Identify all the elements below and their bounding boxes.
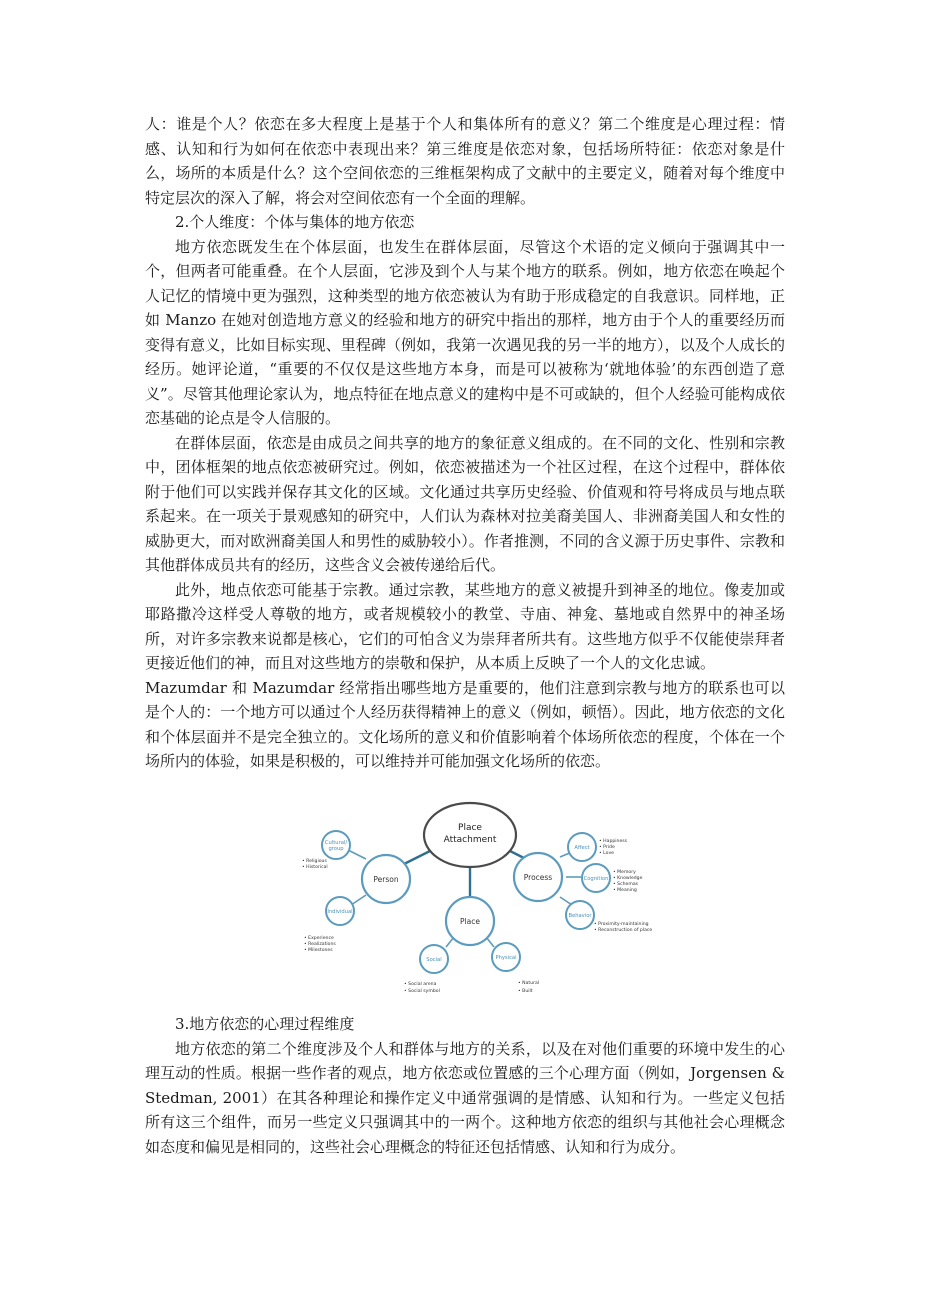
text-section-bottom (145, 1012, 785, 1159)
text-section-top (145, 112, 785, 774)
bullet-milestones: • Milestones (304, 948, 333, 953)
cultural-group-label-line1: Cultural/ (324, 840, 348, 846)
bullet-love: • Love (599, 851, 615, 856)
bullet-realizations: • Realizations (304, 942, 336, 947)
cultural-group-label-line2: group (328, 846, 344, 852)
cognition-label: Cognition (583, 876, 609, 882)
physical-label: Physical (495, 955, 517, 961)
paragraph-individual-level: 地方依恋既发生在个体层面，也发生在群体层面，尽管这个术语的定义倾向于强调其中一个，但两者可能重叠。在个人层面，它涉及到个人与某个地方的联系。例如，地方依恋在唤起个人记忆的情境中更为强烈，这种类型的地方依恋被认为有助于形成稳定的自我意识。同样地，正如 Manzo 在她对创造地方意义的经验和地方的研究中指出的那样，地方由于个人的重要经历而变得有意义，比如目标实现、里程碑（例如，我第一次遇见我的另一半的地方），以及个人成长的经历。她评论道，“重要的不仅仅是这些地方本身，而是可以被称为‘就地体验’的东西创造了意义”。尽管其他理论家认为，地点特征在地点意义的建构中是不可或缺的，但个人经验可能构成依恋基础的论点是令人信服的。 (145, 237, 785, 427)
bullet-religious: • Religious (302, 859, 327, 864)
bullet-historical: • Historical (302, 865, 328, 870)
paragraph-group-level: 在群体层面，依恋是由成员之间共享的地方的象征意义组成的。在不同的文化、性别和宗教中，团体框架的地点依恋被研究过。例如，依恋被描述为一个社区过程，在这个过程中，群体依附于他们可以实践并保存其文化的区域。文化通过共享历史经验、价值观和符号将成员与地点联系起来。在一项关于景观感知的研究中，人们认为森林对拉美裔美国人、非洲裔美国人和女性的威胁更大，而对欧洲裔美国人和男性的威胁较小）。作者推测，不同的含义源于历史事件、宗教和其他群体成员共有的经历，这些含义会被传递给后代。 (145, 433, 785, 574)
bullet-social-arena: • Social arena (404, 982, 437, 987)
paragraph-process-dimension: 地方依恋的第二个维度涉及个人和群体与地方的关系，以及在对他们重要的环境中发生的心理互动的性质。根据一些作者的观点，地方依恋或位置感的三个心理方面（例如，Jorgensen & Stedman, 2001）在其各种理论和操作定义中通常强调的是情感、认知和行为。一些定义包括所有这三个组件，而另一些定义只强调其中的一两个。这种地方依恋的组织与其他社会心理概念如态度和偏见是相同的，这些社会心理概念的特征还包括情感、认知和行为成分。 (145, 1039, 785, 1156)
bullet-schemas: • Schemas (613, 882, 639, 887)
section-heading-person-dimension: 2.个人维度：个体与集体的地方依恋 (175, 213, 415, 231)
bullet-memory: • Memory (613, 870, 636, 875)
place-label: Place (460, 917, 480, 926)
bullet-knowledge: • Knowledge (613, 876, 643, 881)
bullet-pride: • Pride (599, 845, 615, 850)
bullet-built: • Built (518, 989, 533, 994)
center-label-line1: Place (458, 823, 482, 833)
paragraph-mazumdar: Mazumdar 和 Mazumdar 经常指出哪些地方是重要的，他们注意到宗教与地方的联系也可以是个人的：一个地方可以通过个人经历获得精神上的意义（例如，顿悟）。因此，地方依恋的文化和个体层面并不是完全独立的。文化场所的意义和价值影响着个体场所依恋的程度，个体在一个场所内的体验，如果是积极的，可以维持并可能加强文化场所的依恋。 (145, 678, 785, 770)
person-label: Person (373, 875, 399, 884)
bullet-natural: • Natural (518, 981, 540, 986)
affect-label: Affect (574, 845, 590, 851)
place-attachment-diagram (296, 797, 653, 1002)
diagram-svg (296, 797, 653, 1002)
process-label: Process (523, 873, 553, 882)
bullet-meaning: • Meaning (613, 888, 637, 893)
bullet-social-symbol: • Social symbol (404, 989, 440, 994)
section-heading-process-dimension: 3.地方依恋的心理过程维度 (175, 1015, 355, 1033)
bullet-happiness: • Happiness (599, 839, 628, 844)
bullet-reconstruction: • Reconstruction of place (594, 928, 653, 933)
social-label: Social (426, 957, 442, 963)
bullet-experience: • Experience (304, 936, 334, 941)
center-label-line2: Attachment (443, 835, 497, 845)
bullet-proximity: • Proximity-maintaining (594, 922, 649, 927)
paragraph-religion: 此外，地点依恋可能基于宗教。通过宗教，某些地方的意义被提升到神圣的地位。像麦加或耶路撒冷这样受人尊敬的地方，或者规模较小的教堂、寺庙、神龛、墓地或自然界中的神圣场所，对许多宗教来说都是核心，它们的可怕含义为崇拜者所共有。这些地方似乎不仅能使崇拜者更接近他们的神，而且对这些地方的崇敬和保护，从本质上反映了一个人的文化忠诚。 (145, 580, 785, 672)
paragraph-intro-continued: 人：谁是个人？依恋在多大程度上是基于个人和集体所有的意义？第二个维度是心理过程：情感、认知和行为如何在依恋中表现出来？第三维度是依恋对象，包括场所特征：依恋对象是什么，场所的本质是什么？这个空间依恋的三维框架构成了文献中的主要定义，随着对每个维度中特定层次的深入了解，将会对空间依恋有一个全面的理解。 (145, 115, 785, 207)
behavior-label: Behavior (568, 913, 592, 919)
individual-label: Individual (327, 909, 353, 915)
